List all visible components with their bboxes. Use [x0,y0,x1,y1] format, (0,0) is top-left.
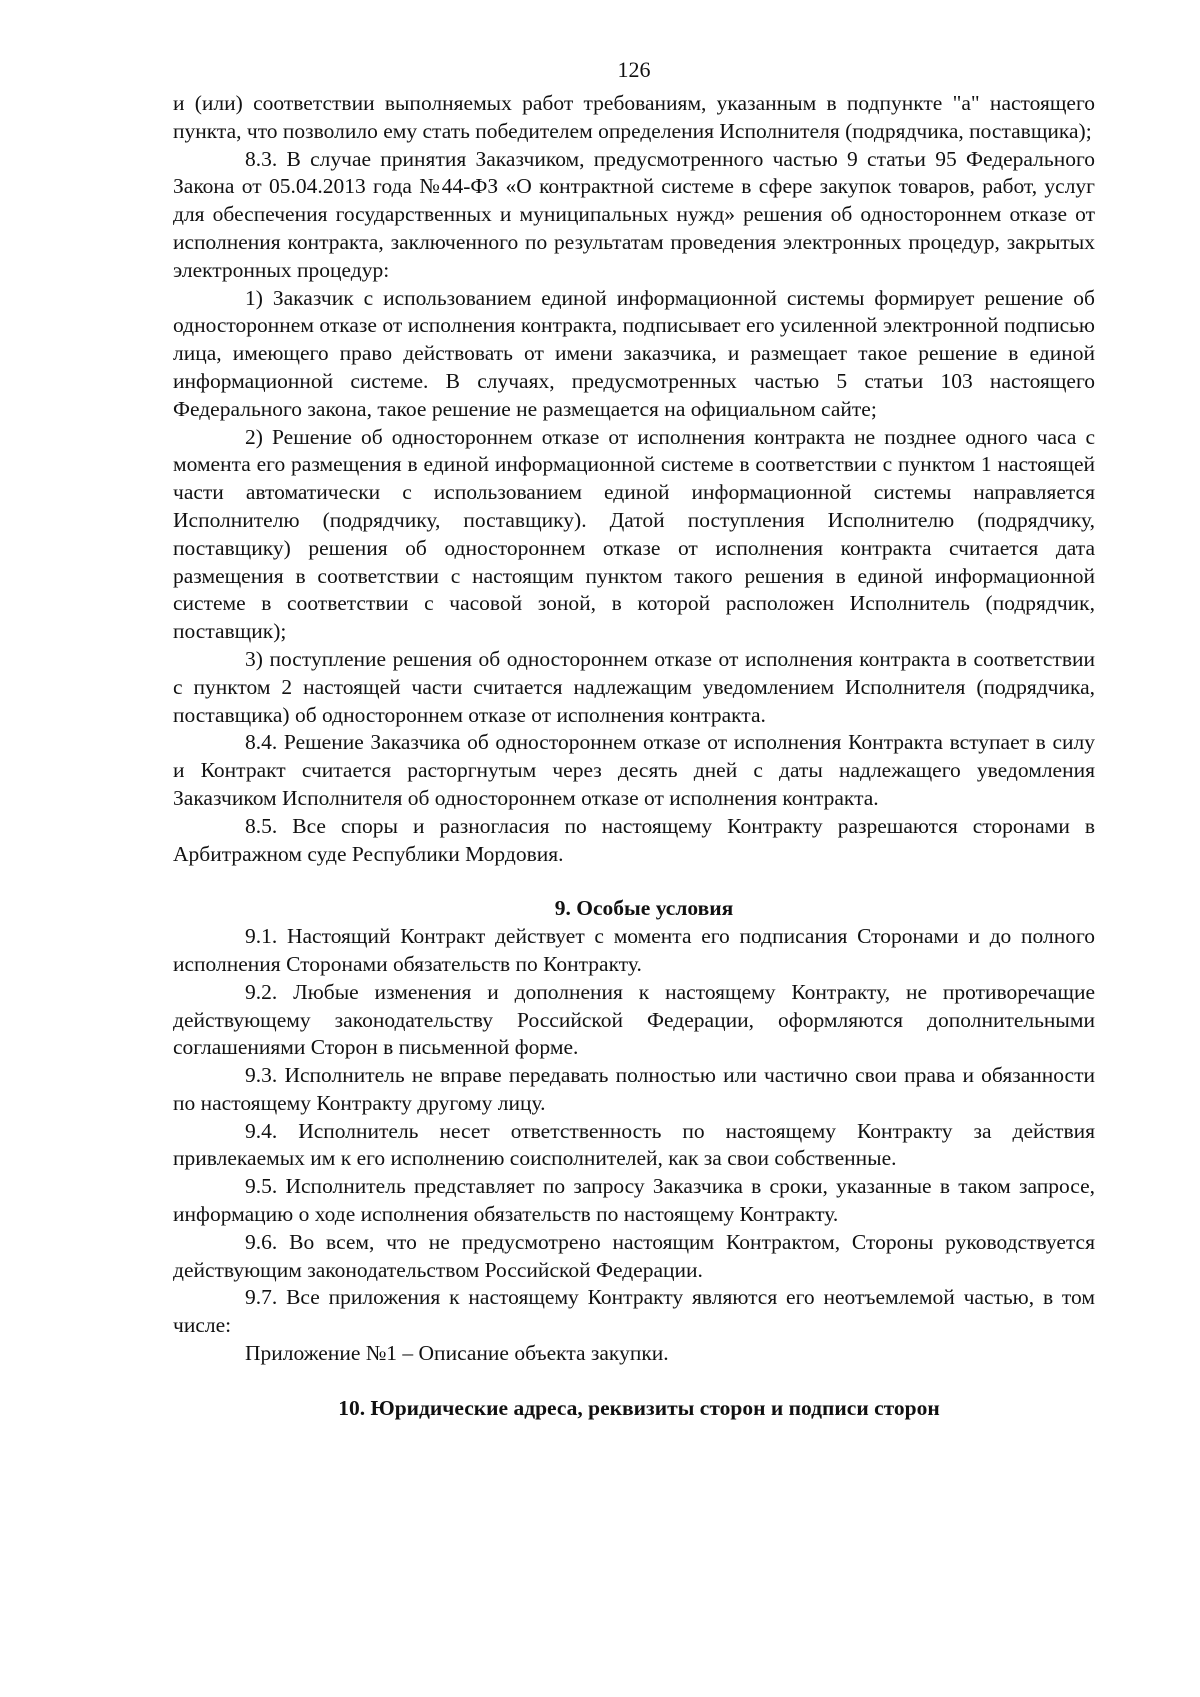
paragraph-9-6: 9.6. Во всем, что не предусмотрено настоящим Контрактом, Стороны руководствуется действующим законодательством Российской Федерации. [173,1229,1095,1282]
paragraph-8-3-item-1: 1) Заказчик с использованием единой информационной системы формирует решение об одностороннем отказе от исполнения контракта, подписывает его усиленной электронной подписью лица, имеющего право действовать от имени заказчика, и размещает такое решение в единой информационной системе. В случаях, предусмотренных частью 5 статьи 103 настоящего Федерального закона, такое решение не размещается на официальном сайте; [173,285,1095,421]
paragraph-8-5: 8.5. Все споры и разногласия по настоящему Контракту разрешаются сторонами в Арбитражном суде Республики Мордовия. [173,813,1095,866]
page-number: 126 [617,57,651,82]
paragraph-9-1: 9.1. Настоящий Контракт действует с момента его подписания Сторонами и до полного исполнения Сторонами обязательств по Контракту. [173,924,1095,976]
paragraph-8-3: 8.3. В случае принятия Заказчиком, предусмотренного частью 9 статьи 95 Федерального Закона от 05.04.2013 года №44-ФЗ «О контрактной системе в сфере закупок товаров, работ, услуг для обеспечения государственных и муниципальных нужд» решения об одностороннем отказе от исполнения контракта, заключенного по результатам проведения электронных процедур, закрытых электронных процедур: [173,146,1095,282]
paragraph-9-7: 9.7. Все приложения к настоящему Контракту являются его неотъемлемой частью, в том числе: [173,1285,1095,1338]
paragraph-8-3-item-2: 2) Решение об одностороннем отказе от исполнения контракта не позднее одного часа с момента его размещения в единой информационной системе в соответствии с пунктом 1 настоящей части автоматически с использованием единой информационной системы направляется Исполнителю (подрядчику, поставщику). Датой поступления Исполнителю (подрядчику, поставщику) решения об одностороннем отказе от исполнения контракта считается дата размещения в соответствии с настоящим пунктом такого решения в единой информационной системе в соответствии с часовой зоной, в которой расположен Исполнитель (подрядчик, поставщик); [173,424,1095,644]
document-page [173,56,1095,1423]
paragraph-9-3: 9.3. Исполнитель не вправе передавать полностью или частично свои права и обязанности по настоящему Контракту другому лицу. [173,1063,1095,1115]
paragraph: и (или) соответствии выполняемых работ требованиям, указанным в подпункте "а" настоящего пункта, что позволило ему стать победителем определения Исполнителя (подрядчика, поставщика); [173,91,1095,143]
section-8-body [173,90,1095,868]
section-9-body [173,923,1095,1368]
section-9-heading: 9. Особые условия [554,896,734,921]
paragraph-9-2: 9.2. Любые изменения и дополнения к настоящему Контракту, не противоречащие действующему законодательству Российской Федерации, оформляются дополнительными соглашениями Сторон в письменной форме. [173,979,1095,1060]
paragraph-9-4: 9.4. Исполнитель несет ответственность по настоящему Контракту за действия привлекаемых им к его исполнению соисполнителей, как за свои собственные. [173,1118,1095,1171]
paragraph-8-3-item-3: 3) поступление решения об одностороннем отказе от исполнения контракта в соответствии с пунктом 2 настоящей части считается надлежащим уведомлением Исполнителя (подрядчика, поставщика) об одностороннем отказе от исполнения контракта. [173,646,1095,727]
section-10-heading: 10. Юридические адреса, реквизиты сторон и подписи сторон [338,1395,940,1420]
paragraph-8-4: 8.4. Решение Заказчика об одностороннем отказе от исполнения Контракта вступает в силу и Контракт считается расторгнутым через десять дней с даты надлежащего уведомления Заказчиком Исполнителя об одностороннем отказе от исполнения контракта. [173,730,1095,810]
paragraph-9-5: 9.5. Исполнитель представляет по запросу Заказчика в сроки, указанные в таком запросе, информацию о ходе исполнения обязательств по настоящему Контракту. [173,1174,1095,1227]
appendix-line: Приложение №1 – Описание объекта закупки. [245,1341,669,1366]
